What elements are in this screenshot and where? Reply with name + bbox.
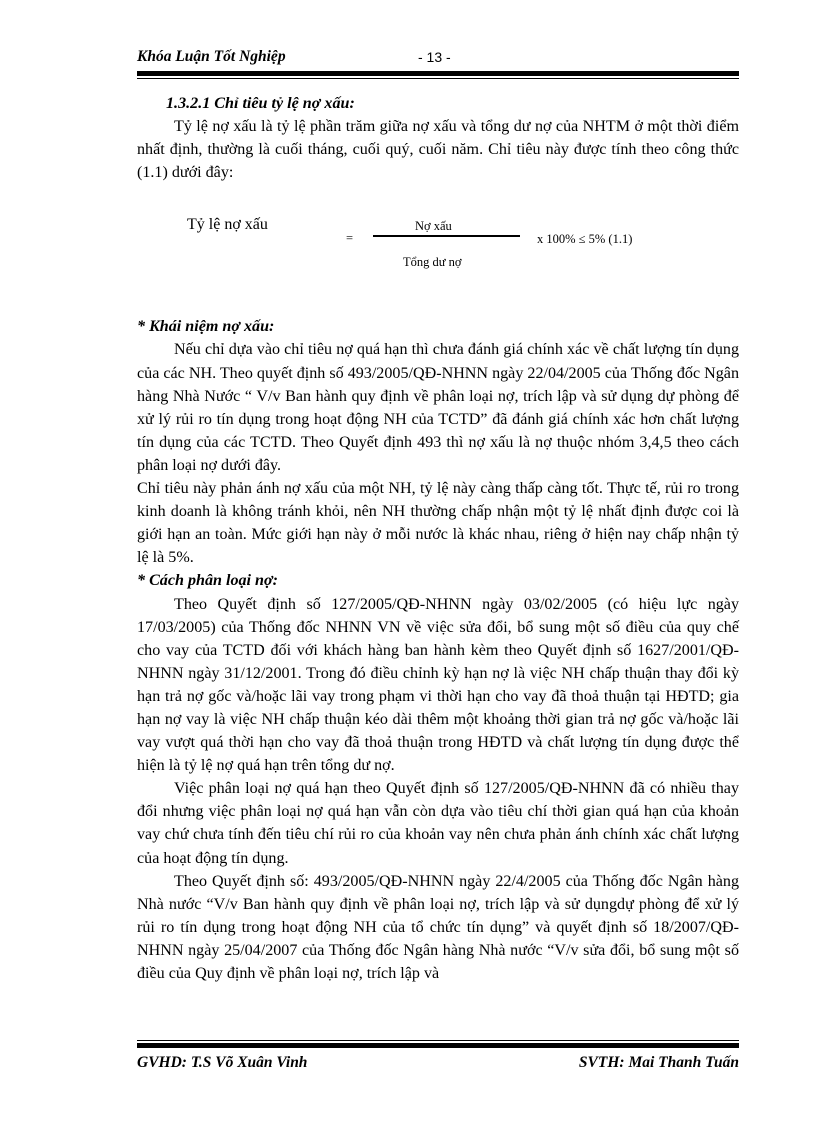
footer-rule-thick [137, 1043, 739, 1048]
formula-numerator: Nợ xấu [415, 219, 452, 234]
footer-advisor: GVHD: T.S Võ Xuân Vinh [137, 1054, 308, 1071]
formula-denominator: Tổng dư nợ [403, 255, 462, 270]
footer-rule-thin [137, 1040, 739, 1041]
page-number: - 13 - [418, 49, 451, 65]
formula-block [137, 184, 739, 315]
intro-paragraph: Tỷ lệ nợ xấu là tỷ lệ phần trăm giữa nợ xấu và tổng dư nợ của NHTM ở một thời điểm nhất định, thường là cuối tháng, cuối quý, cuối năm. Chỉ tiêu này được tính theo công thức (1.1) dưới đây: [137, 118, 739, 182]
page-footer [137, 1054, 739, 1078]
page-body [137, 92, 739, 985]
header-rule-thin [137, 78, 739, 79]
footer-student: SVTH: Mai Thanh Tuấn [578, 1054, 739, 1071]
fraction-bar [373, 235, 520, 237]
concept-heading: * Khái niệm nợ xấu: [137, 318, 275, 336]
concept-paragraph-2: Chỉ tiêu này phản ánh nợ xấu của một NH, tỷ lệ này càng thấp càng tốt. Thực tế, rủi ro trong kinh doanh là không tránh khỏi, nên NH thường chấp nhận một tỷ lệ nhất định được coi là giới hạn an toàn. Mức giới hạn này ở mỗi nước là khác nhau, riêng ở hiện nay chấp nhận tỷ lệ là 5%. [137, 480, 739, 567]
formula-rhs: x 100% ≤ 5% (1.1) [537, 232, 633, 247]
classification-paragraph-2: Việc phân loại nợ quá hạn theo Quyết định số 127/2005/QĐ-NHNN đã có nhiều thay đổi nhưng việc phân loại nợ quá hạn vẫn còn dựa vào tiêu chí thời gian quá hạn của khoản vay chứ chưa tính đến tiêu chí rủi ro của khoản vay nên chưa phản ánh chính xác chất lượng của hoạt động tín dụng. [137, 780, 739, 867]
concept-paragraph-1: Nếu chỉ dựa vào chỉ tiêu nợ quá hạn thì chưa đánh giá chính xác về chất lượng tín dụng của các NH. Theo quyết định số 493/2005/QĐ-NHNN ngày 22/04/2005 của Thống đốc Ngân hàng Nhà Nước “ V/v Ban hành quy định về phân loại nợ, trích lập và sử dụng dự phòng để xử lý rủi ro tín dụng trong hoạt động NH của TCTD” đã đánh giá chính xác hơn chất lượng tín dụng của các TCTD. Theo Quyết định 493 thì nợ xấu là nợ thuộc nhóm 3,4,5 theo cách phân loại nợ dưới đây. [137, 341, 739, 474]
classification-paragraph-3: Theo Quyết định số: 493/2005/QĐ-NHNN ngày 22/4/2005 của Thống đốc Ngân hàng Nhà nước “V/v Ban hành quy định về phân loại nợ, trích lập và sử dụngdự phòng để xử lý rủi ro tín dụng trong hoạt động NH của tổ chức tín dụng” và quyết định số 18/2007/QĐ-NHNN ngày 25/04/2007 của Thống đốc Ngân hàng Nhà nước “V/v sửa đổi, bổ sung một số điều của Quy định về phân loại nợ, trích lập và [137, 872, 739, 982]
header-title: Khóa Luận Tốt Nghiệp [137, 48, 286, 65]
header-rule-thick [137, 71, 739, 76]
classification-paragraph-1: Theo Quyết định số 127/2005/QĐ-NHNN ngày 03/02/2005 (có hiệu lực ngày 17/03/2005) của Thống đốc NHNN VN về việc sửa đổi, bổ sung một số điều của quy chế cho vay của TCTD đối với khách hàng ban hành kèm theo Quyết định số 1627/2001/QĐ-NHNN ngày 31/12/2001. Trong đó điều chỉnh kỳ hạn nợ là việc NH chấp thuận thay đổi kỳ hạn trả nợ gốc và/hoặc lãi vay trong phạm vi thời hạn cho vay đã thoả thuận tại HĐTD; gia hạn nợ vay là việc NH chấp thuận kéo dài thêm một khoảng thời gian trả nợ gốc và/hoặc lãi vay vượt quá thời hạn cho vay đã thoả thuận trong HĐTD và chất lượng tín dụng được thể hiện là tỷ lệ nợ quá hạn trên tổng dư nợ. [137, 595, 739, 775]
formula-equals: = [346, 231, 354, 246]
classification-heading: * Cách phân loại nợ: [137, 572, 278, 590]
page-header [137, 46, 739, 70]
section-heading: 1.3.2.1 Chỉ tiêu tỷ lệ nợ xấu: [166, 95, 355, 112]
formula-label: Tỷ lệ nợ xấu [187, 216, 268, 234]
